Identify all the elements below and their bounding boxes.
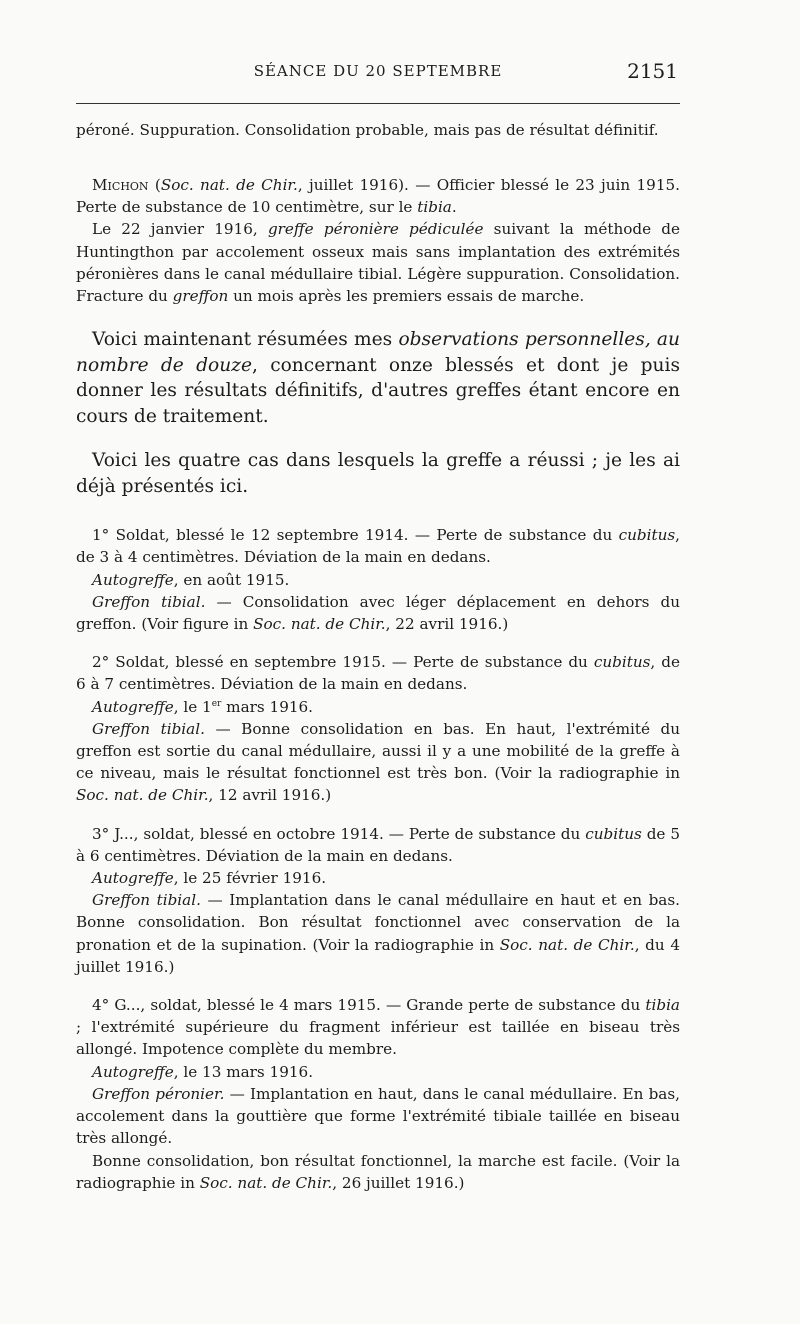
paragraph-observations: Voici maintenant résumées mes observations personnelles, au nombre de douze, concernant onze blessés et dont je puis donner les résultats définitifs, d'autres greffes étant encore en cours de traitement.	[76, 329, 680, 427]
running-title: SÉANCE DU 20 SEPTEMBRE	[253, 62, 503, 80]
case-4: 4° G..., soldat, blessé le 4 mars 1915. — Grande perte de substance du tibia ; l'extrémité supérieure du fragment inférieur est taillée en biseau très allongé. Impotence complète du membre. Autogreffe, le 13 mars 1916. Greffon péronier. — Implantation en haut, dans le canal médullaire. En bas, accolement dans la gouttière que forme l'extrémité tibiale taillée en biseau très allongé. Bonne consolidation, bon résultat fonctionnel, la marche est facile. (Voir la radiographie in Soc. nat. de Chir., 26 juillet 1916.)	[76, 996, 680, 1192]
body-text	[76, 119, 680, 1194]
header-rule	[76, 103, 680, 104]
paragraph-perone: péroné. Suppuration. Consolidation probable, mais pas de résultat définitif.	[76, 121, 659, 139]
page-header	[76, 59, 680, 92]
case-3: 3° J..., soldat, blessé en octobre 1914. — Perte de substance du cubitus de 5 à 6 centimètres. Déviation de la main en dedans. Autogreffe, le 25 février 1916. Greffon tibial. — Implantation dans le canal médullaire en haut et en bas. Bonne consolidation. Bon résultat fonctionnel avec conservation de la pronation et de la supination. (Voir la radiographie in Soc. nat. de Chir., du 4 juillet 1916.)	[76, 824, 681, 976]
paragraph-quatre-cas: Voici les quatre cas dans lesquels la greffe a réussi ; je les ai déjà présentés ici.	[76, 450, 680, 497]
case-1: 1° Soldat, blessé le 12 septembre 1914. — Perte de substance du cubitus, de 3 à 4 centimètres. Déviation de la main en dedans. Autogreffe, en août 1915. Greffon tibial. — Consolidation avec léger déplacement en dehors du greffon. (Voir figure in Soc. nat. de Chir., 22 avril 1916.)	[76, 526, 680, 634]
previous-case-block	[76, 119, 680, 307]
paragraph-janvier: Le 22 janvier 1916, greffe péronière pédiculée suivant la méthode de Huntingthon par accolement osseux mais sans implantation des extrémités péronières dans le canal médullaire tibial. Légère suppuration. Consolidation. Fracture du greffon un mois après les premiers essais de marche.	[76, 220, 680, 306]
page-number: 2151	[627, 59, 678, 83]
journal-ref: Soc. nat. de Chir.	[160, 176, 298, 194]
case-2: 2° Soldat, blessé en septembre 1915. — Perte de substance du cubitus, de 6 à 7 centimètres. Déviation de la main en dedans. Autogreffe, le 1er mars 1916. Greffon tibial. — Bonne consolidation en bas. En haut, l'extrémité du greffon est sortie du canal médullaire, aussi il y a une mobilité de la greffe à ce niveau, mais le résultat fonctionnel est très bon. (Voir la radiographie in Soc. nat. de Chir., 12 avril 1916.)	[76, 653, 680, 805]
paragraph-michon: Michon (Soc. nat. de Chir., juillet 1916). — Officier blessé le 23 juin 1915. Perte de substance de 10 centimètre, sur le tibia.	[76, 176, 680, 217]
author-name: Michon	[92, 176, 149, 194]
case-list	[76, 524, 680, 1194]
